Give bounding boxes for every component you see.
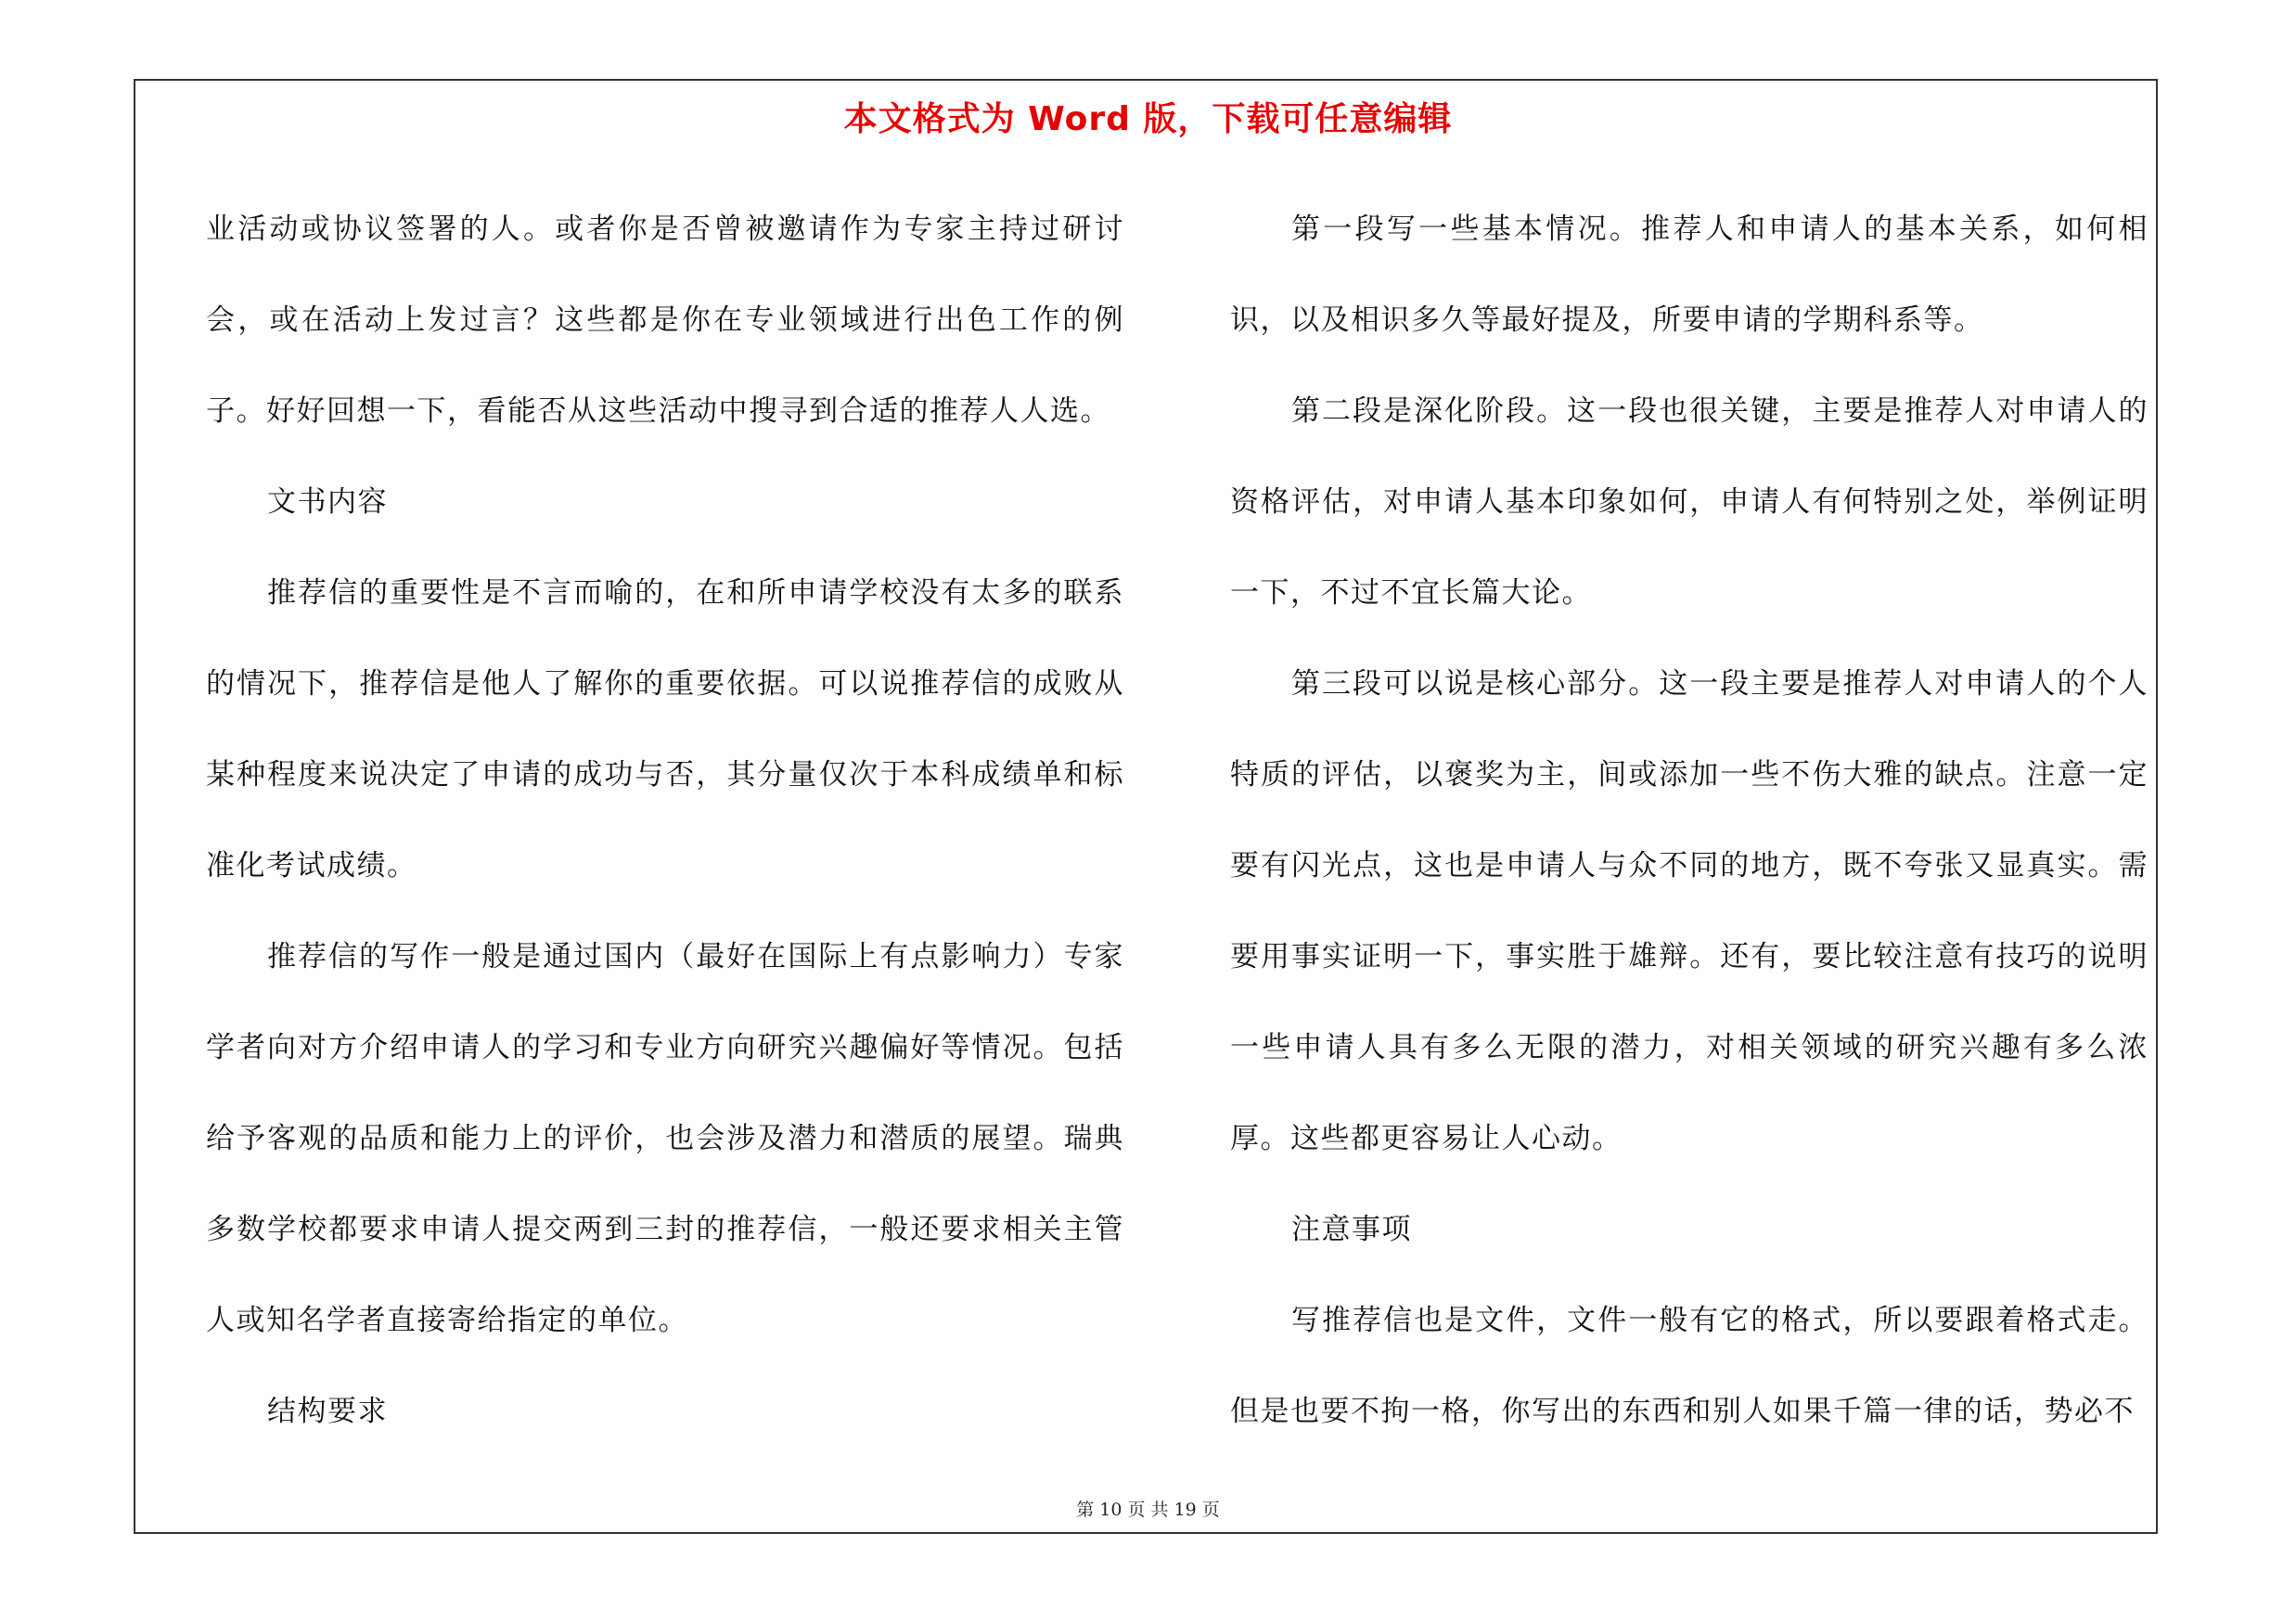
left-column (206, 184, 1124, 1457)
section-heading-notes: 注意事项 (1291, 1213, 1412, 1246)
left-paragraph-2: 推荐信的重要性是不言而喻的，在和所申请学校没有太多的联系的情况下，推荐信是他人了解你的重要依据。可以说推荐信的成败从某种程度来说决定了申请的成功与否，其分量仅次于本科成绩单和标准化考试成绩。 (206, 576, 1124, 882)
right-paragraph-4: 写推荐信也是文件，文件一般有它的格式，所以要跟着格式走。但是也要不拘一格，你写出的东西和别人如果千篇一律的话，势必不 (1230, 1304, 2148, 1428)
section-heading-document-content: 文书内容 (267, 485, 388, 519)
word-format-banner: 本文格式为 Word 版，下载可任意编辑 (843, 100, 1453, 138)
left-paragraph-1: 业活动或协议签署的人。或者你是否曾被邀请作为专家主持过研讨会，或在活动上发过言？这些都是你在专业领域进行出色工作的例子。好好回想一下，看能否从这些活动中搜寻到合适的推荐人人选。 (206, 213, 1124, 428)
right-paragraph-3: 第三段可以说是核心部分。这一段主要是推荐人对申请人的个人特质的评估，以褒奖为主，间或添加一些不伤大雅的缺点。注意一定要有闪光点，这也是申请人与众不同的地方，既不夸张又显真实。需要用事实证明一下，事实胜于雄辩。还有，要比较注意有技巧的说明一些申请人具有多么无限的潜力，对相关领域的研究兴趣有多么浓厚。这些都更容易让人心动。 (1230, 667, 2148, 1155)
section-heading-structure: 结构要求 (267, 1395, 388, 1428)
right-paragraph-2: 第二段是深化阶段。这一段也很关键，主要是推荐人对申请人的资格评估，对申请人基本印象如何，申请人有何特别之处，举例证明一下，不过不宜长篇大论。 (1230, 394, 2148, 610)
left-paragraph-3: 推荐信的写作一般是通过国内（最好在国际上有点影响力）专家学者向对方介绍申请人的学习和专业方向研究兴趣偏好等情况。包括给予客观的品质和能力上的评价，也会涉及潜力和潜质的展望。瑞典多数学校都要求申请人提交两到三封的推荐信，一般还要求相关主管人或知名学者直接寄给指定的单位。 (206, 940, 1124, 1337)
right-column (1230, 184, 2148, 1457)
right-paragraph-1: 第一段写一些基本情况。推荐人和申请人的基本关系，如何相识，以及相识多久等最好提及，所要申请的学期科系等。 (1230, 213, 2148, 337)
page-number-footer: 第 10 页 共 19 页 (1076, 1500, 1220, 1520)
